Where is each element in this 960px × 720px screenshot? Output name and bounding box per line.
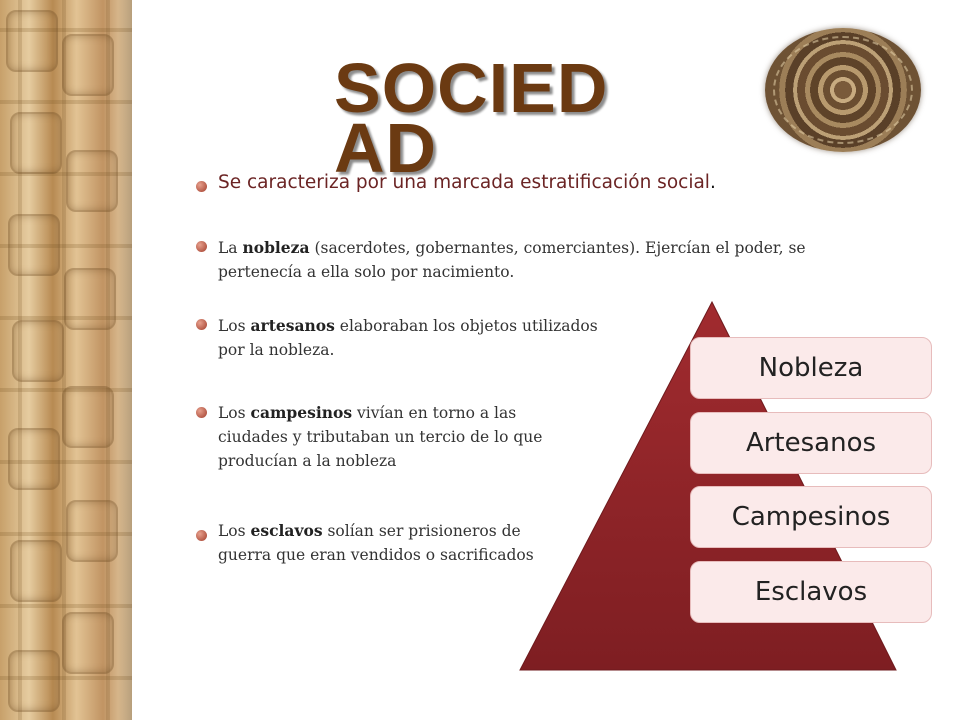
slaves-description: Los esclavos solían ser prisioneros de guerra que eran vendidos o sacrificados xyxy=(218,521,534,564)
bullet-icon xyxy=(196,530,207,541)
bullet-icon xyxy=(196,181,207,192)
bullet-icon xyxy=(196,407,207,418)
intro-text: Se caracteriza por una marcada estratificación social. xyxy=(218,172,716,193)
pyramid-level-artesanos: Artesanos xyxy=(690,412,932,474)
aztec-calendar-stone-image xyxy=(765,28,921,152)
bullet-icon xyxy=(196,319,207,330)
bullet-icon xyxy=(196,241,207,252)
pyramid-level-campesinos: Campesinos xyxy=(690,486,932,548)
peasants-description: Los campesinos vivían en torno a las ciudades y tributaban un tercio de lo que producían a la nobleza xyxy=(218,403,543,470)
artisans-description: Los artesanos elaboraban los objetos utilizados por la nobleza. xyxy=(218,316,598,359)
nobility-description: La nobleza (sacerdotes, gobernantes, comerciantes). Ejercían el poder, se pertenecía a ella solo por nacimiento. xyxy=(218,238,806,281)
pyramid-level-esclavos: Esclavos xyxy=(690,561,932,623)
slide-title: SOCIEDAD xyxy=(334,49,609,187)
pyramid-level-nobleza: Nobleza xyxy=(690,337,932,399)
decorative-glyph-strip xyxy=(0,0,132,720)
